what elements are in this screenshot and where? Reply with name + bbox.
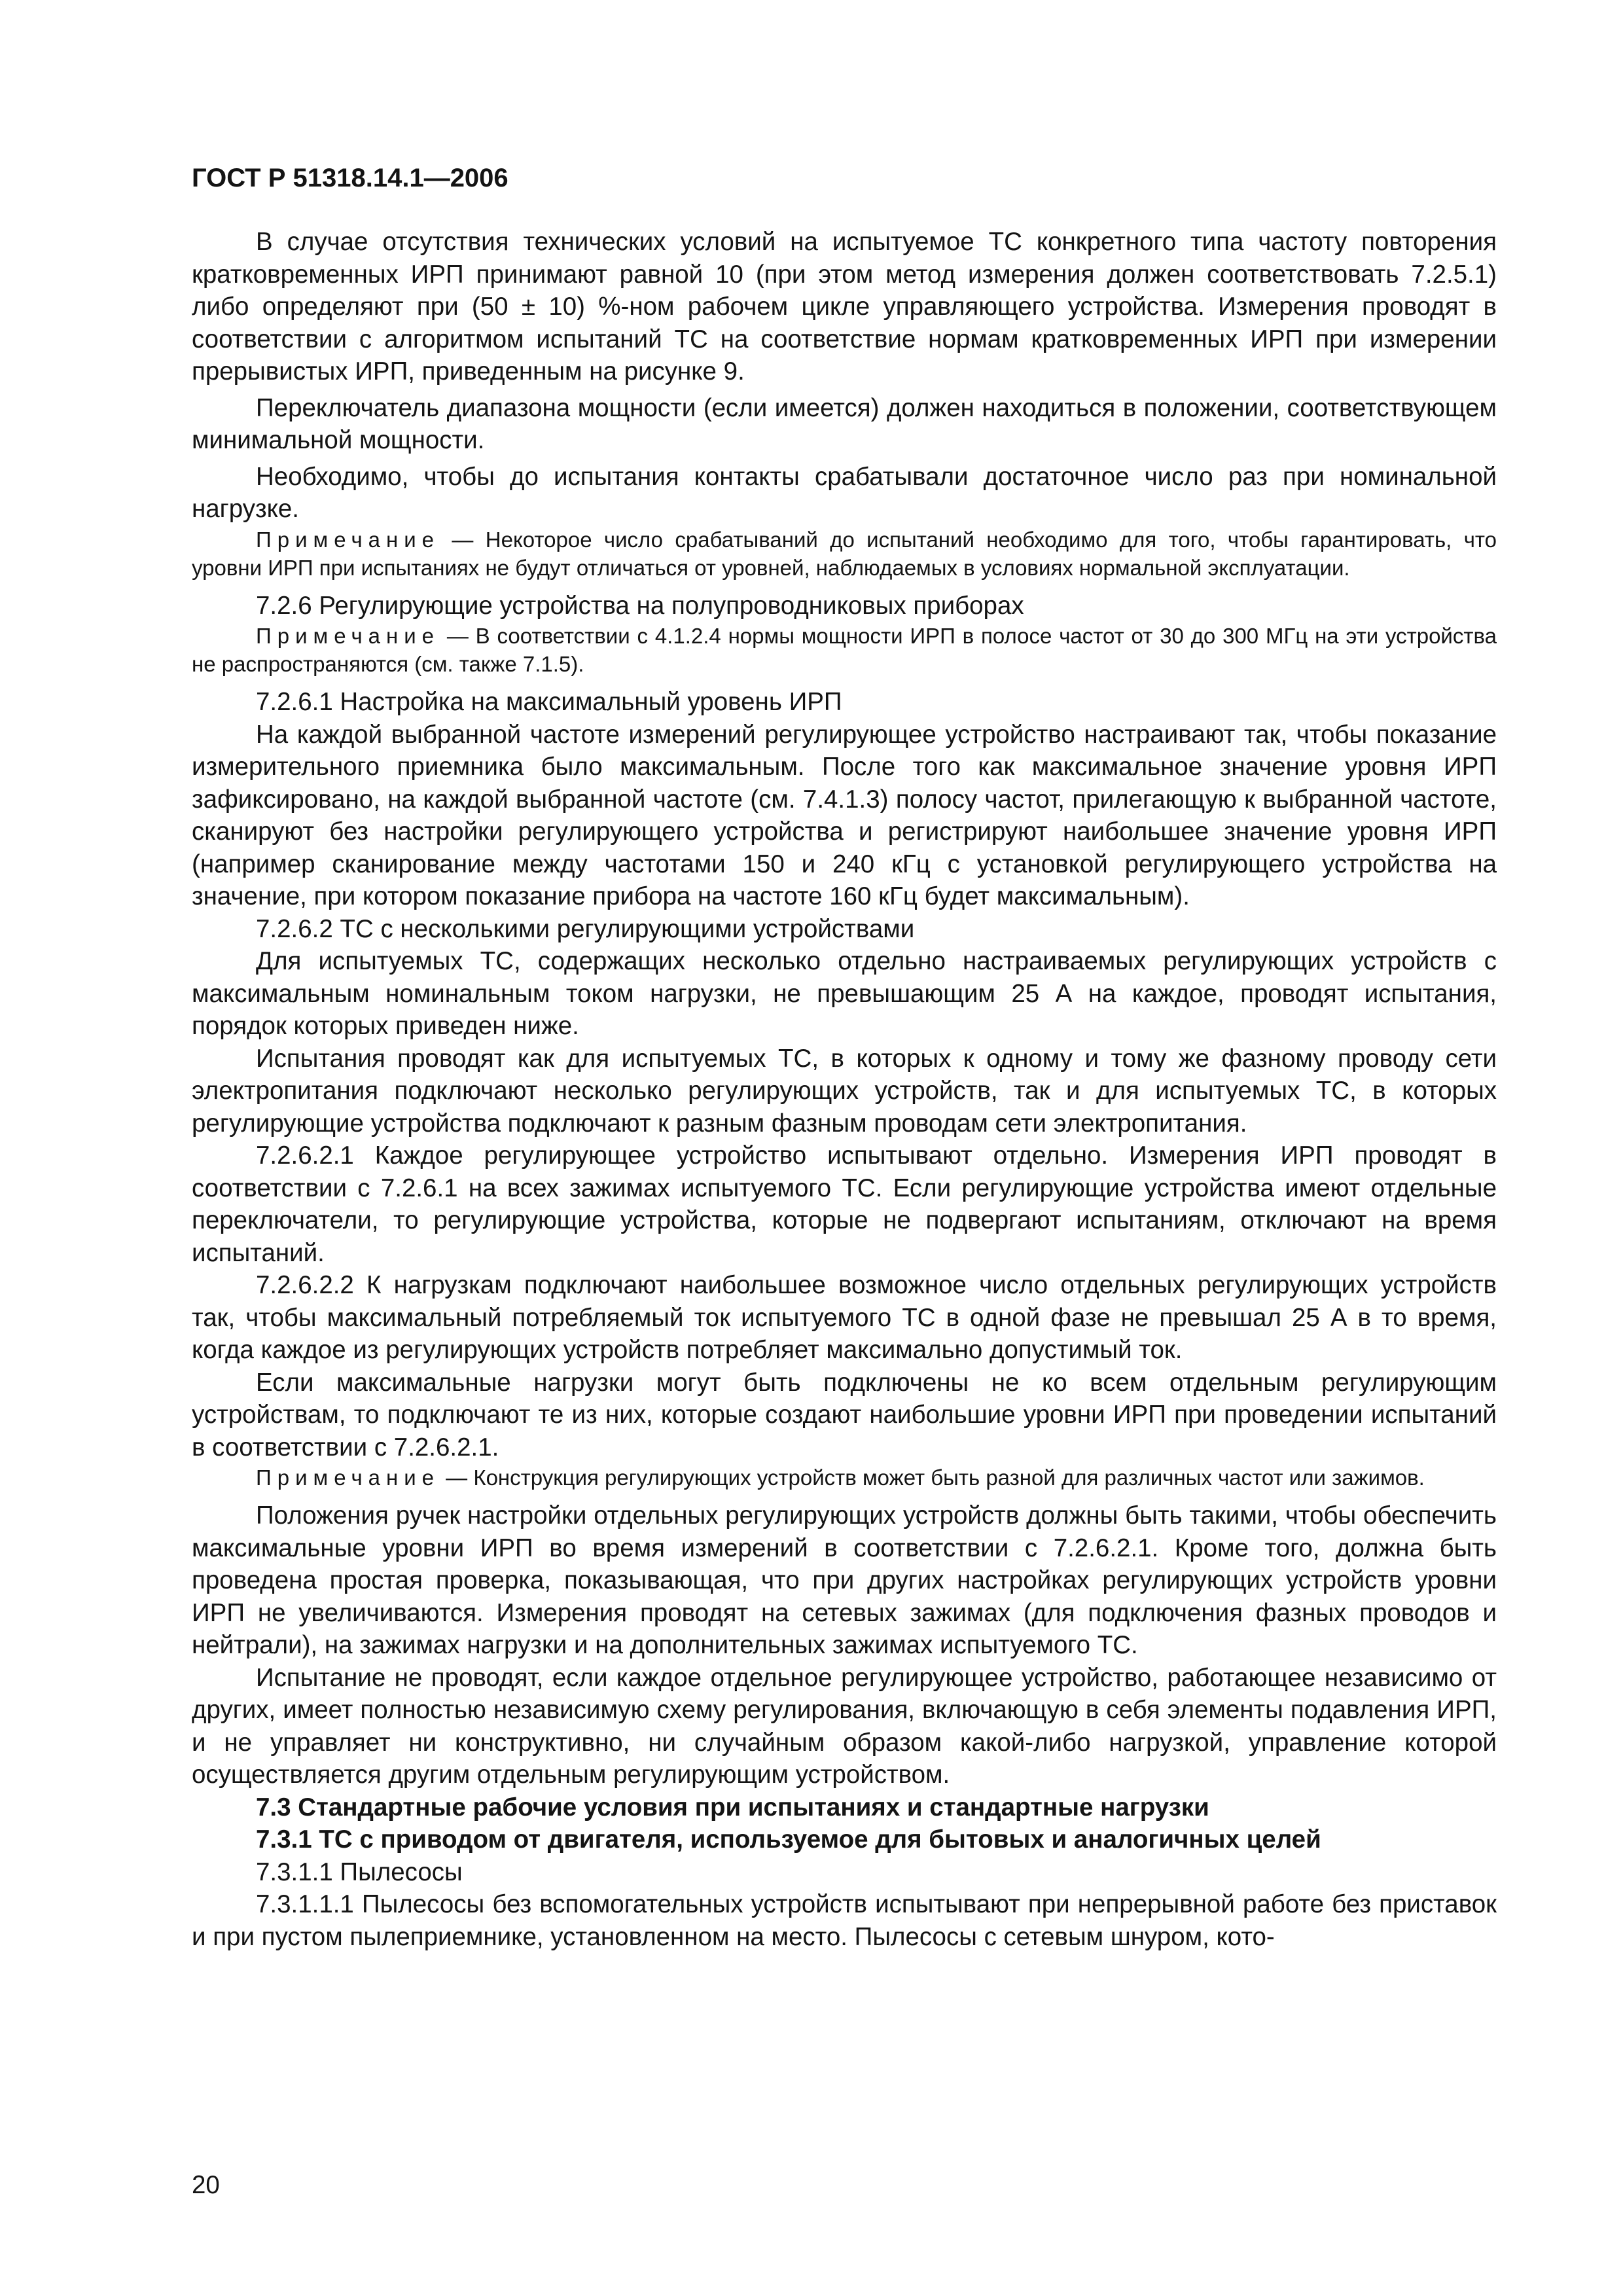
section-heading-bold: 7.3 Стандартные рабочие условия при испытаниях и стандартные нагрузки (256, 1793, 1209, 1821)
section-heading: 7.2.6 Регулирующие устройства на полупроводниковых приборах (256, 591, 1024, 620)
note-label: Примечание (256, 1465, 440, 1490)
section-heading-bold: 7.3.1 ТС с приводом от двигателя, используемое для бытовых и аналогичных целей (256, 1825, 1321, 1854)
paragraph: На каждой выбранной частоте измерений регулирующее устройство настраивают так, чтобы показание измерительного приемника было максимальным. После того как максимальное значение уровня ИРП зафиксировано, на каждой выбранной частоте (см. 7.4.1.3) полосу частот, прилегающую к выбранной частоте, сканируют без настройки регулирующего устройства и регистрируют наибольшее значение уровня ИРП (например сканирование между частотами 150 и 240 кГц с установкой регулирующего устройства на значение, при котором показание прибора на частоте 160 кГц будет максимальным). (192, 720, 1497, 910)
paragraph: Если максимальные нагрузки могут быть подключены не ко всем отдельным регулирующим устройствам, то подключают те из них, которые создают наибольшие уровни ИРП при проведении испытаний в соответствии с 7.2.6.2.1. (192, 1368, 1497, 1462)
section-heading: 7.2.6.1 Настройка на максимальный уровень ИРП (256, 688, 842, 716)
note-text: — Некоторое число срабатываний до испытаний необходимо для того, чтобы гарантировать, что уровни ИРП при испытаниях не будут отличаться от уровней, наблюдаемых в условиях нормальной эксплуатации. (192, 527, 1497, 580)
paragraph: Переключатель диапазона мощности (если имеется) должен находиться в положении, соответствующем минимальной мощности. (192, 393, 1497, 454)
paragraph: В случае отсутствия технических условий на испытуемое ТС конкретного типа частоту повторения кратковременных ИРП принимают равной 10 (при этом метод измерения должен соответствовать 7.2.5.1) либо определяют при (50 ± 10) %-ном рабочем цикле управляющего устройства. Измерения проводят в соответствии с алгоритмом испытаний ТС на соответствие нормам кратковременных ИРП при измерении прерывистых ИРП, приведенным на рисунке 9. (192, 228, 1497, 386)
page-number: 20 (192, 2171, 220, 2199)
paragraph: Испытания проводят как для испытуемых ТС, в которых к одному и тому же фазному проводу сети электропитания подключают несколько регулирующих устройств, так и для испытуемых ТС, в которых регулирующие устройства подключают к разным фазным проводам сети электропитания. (192, 1044, 1497, 1138)
paragraph: Положения ручек настройки отдельных регулирующих устройств должны быть такими, чтобы обеспечить максимальные уровни ИРП во время измерений в соответствии с 7.2.6.2.1. Кроме того, должна быть проведена простая проверка, показывающая, что при других настройках регулирующих устройств уровни ИРП не увеличиваются. Измерения проводят на сетевых зажимах (для подключения фазных проводов и нейтрали), на зажимах нагрузки и на дополнительных зажимах испытуемого ТС. (192, 1501, 1497, 1659)
note-text: — В соответствии с 4.1.2.4 нормы мощности ИРП в полосе частот от 30 до 300 МГц на эти устройства не распространяются (см. также 7.1.5). (192, 624, 1497, 676)
standard-header: ГОСТ Р 51318.14.1—2006 (192, 164, 508, 192)
paragraph: 7.2.6.2.1 Каждое регулирующее устройство испытывают отдельно. Измерения ИРП проводят в соответствии с 7.2.6.1 на всех зажимах испытуемого ТС. Если регулирующие устройства имеют отдельные переключатели, то регулирующие устройства, которые не подвергают испытаниям, отключают на время испытаний. (192, 1141, 1497, 1267)
page-body (192, 226, 1497, 1953)
note-text: — Конструкция регулирующих устройств может быть разной для различных частот или зажимов. (440, 1465, 1425, 1490)
section-heading: 7.2.6.2 ТС с несколькими регулирующими устройствами (256, 914, 915, 943)
paragraph: Необходимо, чтобы до испытания контакты срабатывали достаточное число раз при номинальной нагрузке. (192, 462, 1497, 523)
note (192, 622, 1497, 678)
note-label: Примечание (256, 624, 440, 648)
paragraph: 7.2.6.2.2 К нагрузкам подключают наибольшее возможное число отдельных регулирующих устройств так, чтобы максимальный потребляемый ток испытуемого ТС в одной фазе не превышал 25 А в то время, когда каждое из регулирующих устройств потребляет максимально допустимый ток. (192, 1271, 1497, 1364)
note (192, 1463, 1497, 1492)
note-label: Примечание (256, 527, 440, 552)
section-heading: 7.3.1.1 Пылесосы (256, 1857, 463, 1886)
paragraph: 7.3.1.1.1 Пылесосы без вспомогательных устройств испытывают при непрерывной работе без приставок и при пустом пылеприемнике, установленном на место. Пылесосы с сетевым шнуром, кото- (192, 1890, 1497, 1951)
paragraph: Для испытуемых ТС, содержащих несколько отдельно настраиваемых регулирующих устройств с максимальным номинальным током нагрузки, не превышающим 25 А на каждое, проводят испытания, порядок которых приведен ниже. (192, 947, 1497, 1040)
paragraph: Испытание не проводят, если каждое отдельное регулирующее устройство, работающее независимо от других, имеет полностью независимую схему регулирования, включающую в себя элементы подавления ИРП, и не управляет ни конструктивно, ни случайным образом какой-либо нагрузкой, управление которой осуществляется другим отдельным регулирующим устройством. (192, 1663, 1497, 1789)
note (192, 526, 1497, 582)
